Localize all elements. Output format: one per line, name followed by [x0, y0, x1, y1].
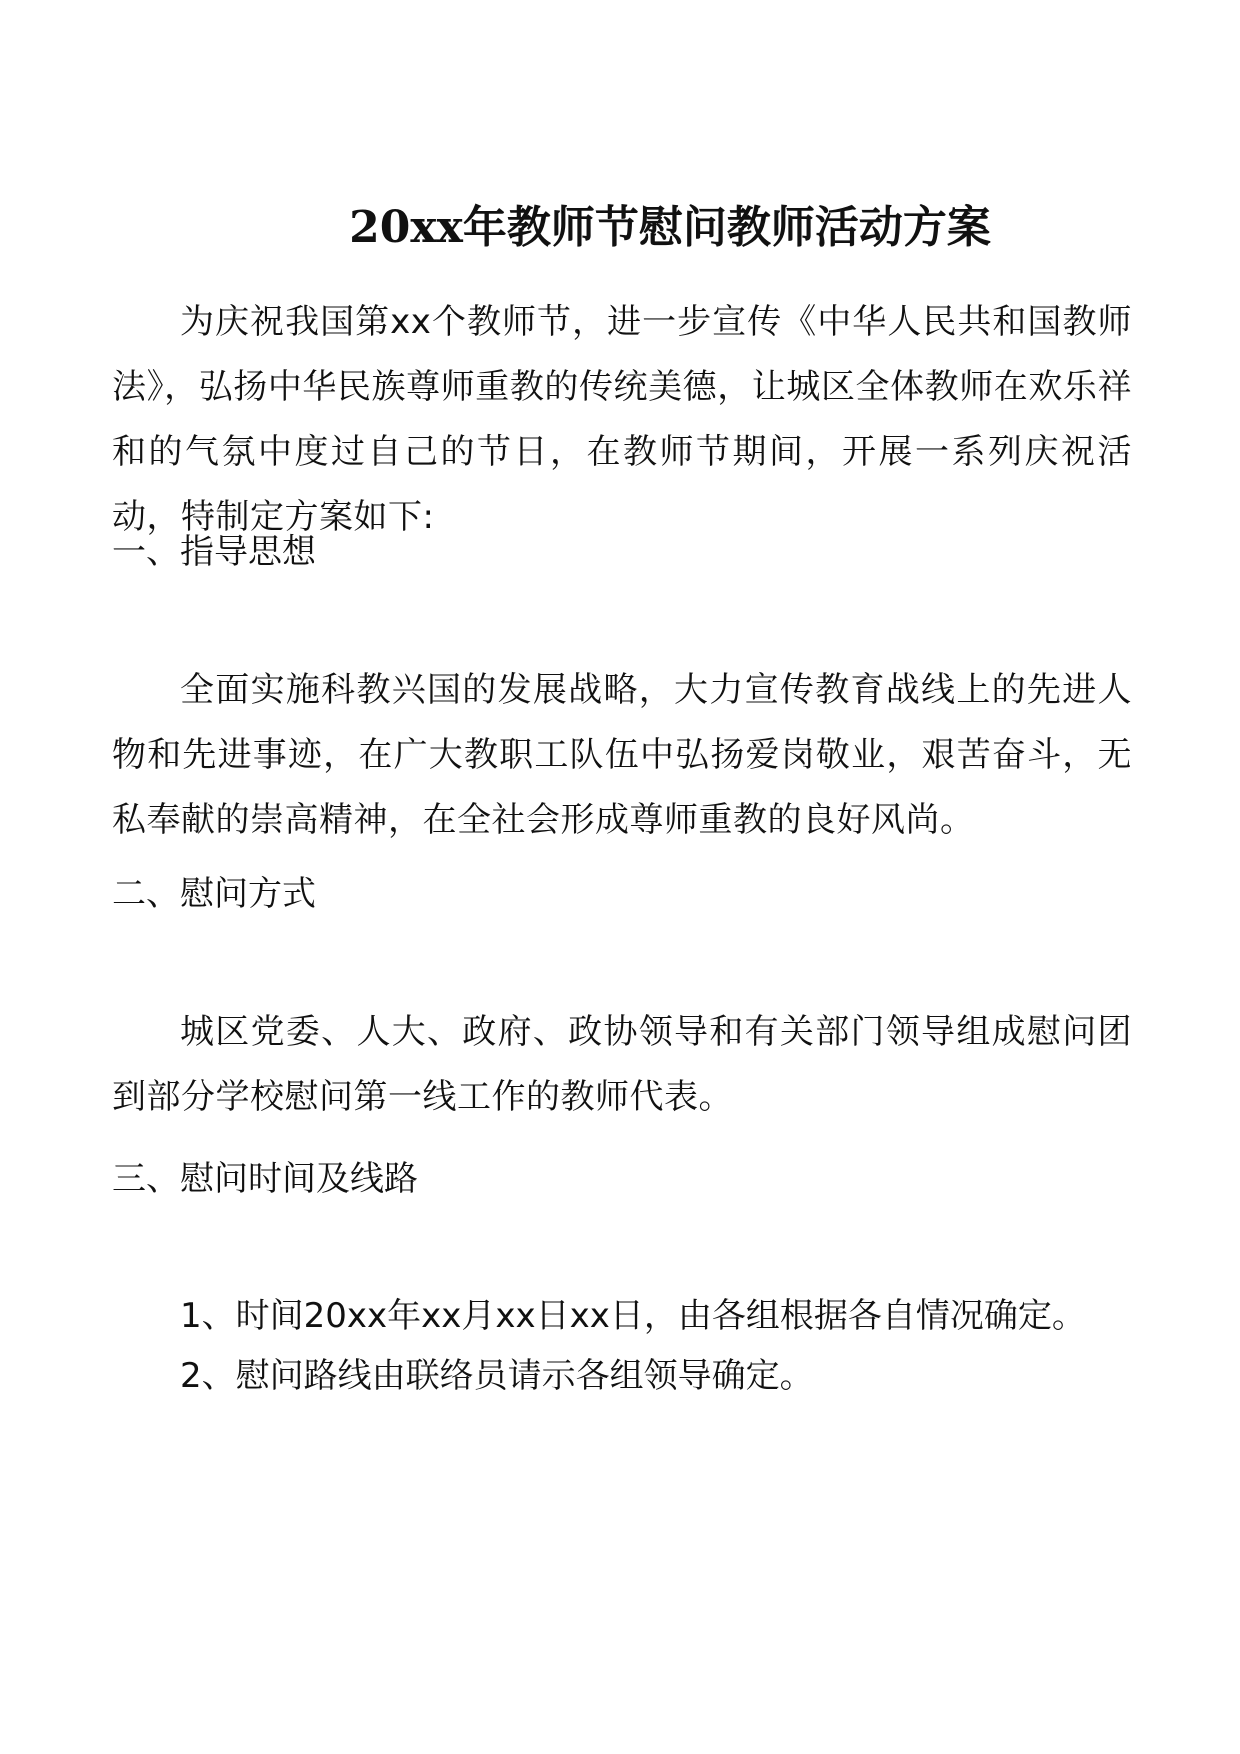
section-body-visit-method: 城区党委、人大、政府、政协领导和有关部门领导组成慰问团到部分学校慰问第一线工作的教师代表。 — [112, 1012, 1132, 1117]
section-heading-visit-method: 二、慰问方式 — [112, 874, 316, 914]
document-title: 20xx年教师节慰问教师活动方案 — [349, 202, 991, 253]
list-item-route: 2、慰问路线由联络员请示各组领导确定。 — [180, 1356, 814, 1396]
section-body-guiding-thought: 全面实施科教兴国的发展战略，大力宣传教育战线上的先进人物和先进事迹，在广大教职工队伍中弘扬爱岗敬业，艰苦奋斗，无私奉献的崇高精神，在全社会形成尊师重教的良好风尚。 — [112, 670, 1132, 840]
section-heading-guiding-thought: 一、指导思想 — [112, 532, 316, 572]
section-heading-visit-time-route: 三、慰问时间及线路 — [112, 1159, 418, 1199]
list-item-time: 1、时间20xx年xx月xx日xx日，由各组根据各自情况确定。 — [180, 1296, 1086, 1336]
intro-paragraph: 为庆祝我国第xx个教师节，进一步宣传《中华人民共和国教师法》，弘扬中华民族尊师重教的传统美德，让城区全体教师在欢乐祥和的气氛中度过自己的节日，在教师节期间，开展一系列庆祝活动，特制定方案如下: — [112, 302, 1132, 537]
